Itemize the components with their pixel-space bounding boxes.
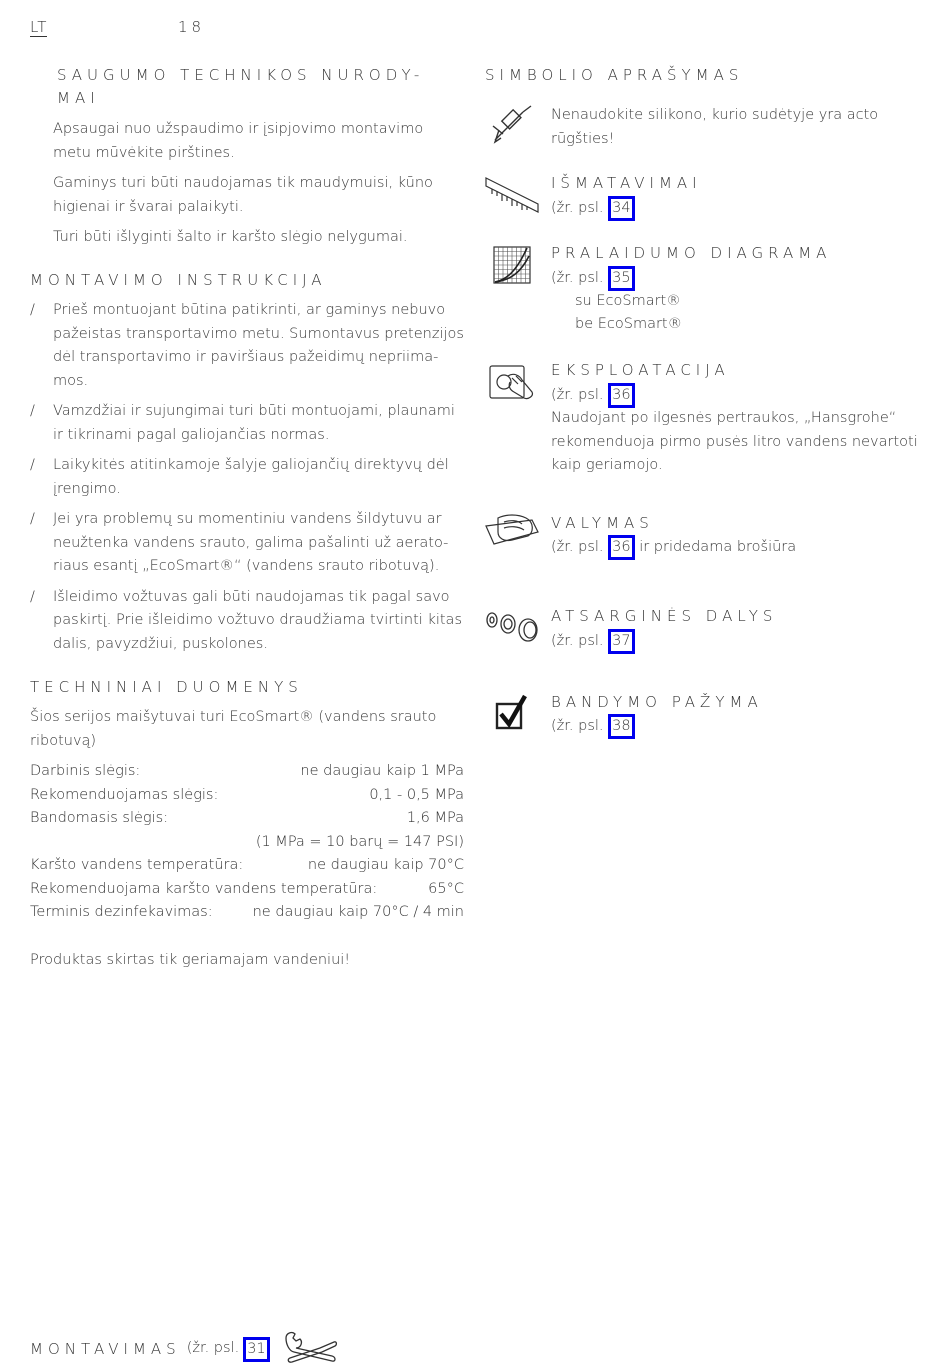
spare-parts-icon bbox=[484, 608, 542, 646]
slash-bullet: / bbox=[30, 457, 35, 473]
tech-table bbox=[30, 760, 464, 925]
dimensions-ref bbox=[551, 196, 635, 221]
installation-item-text: Išleidimo vožtuvas gali būti naudojamas tik pagal savo paskirtį. Prie išleidimo vožtuvo draudžiama tvirtinti kitas dalis, pavyzdžiui, puskolones. bbox=[53, 588, 462, 652]
silicone-warning: Nenaudokite silikono, kurio sudėtyje yra acto rūgšties! bbox=[551, 107, 879, 147]
cleaning-ref bbox=[551, 535, 796, 560]
cleaning-suffix: ir pridedama brošiūra bbox=[639, 539, 797, 555]
flow-with-ecosmart: su EcoSmart® bbox=[575, 293, 681, 309]
slash-bullet: / bbox=[30, 302, 35, 318]
installation-item bbox=[30, 299, 464, 393]
safety-paragraphs bbox=[53, 118, 453, 250]
test-page-link[interactable]: 38 bbox=[608, 714, 634, 739]
tech-row bbox=[30, 784, 464, 808]
ref-prefix: (žr. psl. bbox=[551, 270, 604, 286]
flow-diagram-icon bbox=[493, 246, 531, 284]
installation-item bbox=[30, 400, 464, 447]
flow-ref bbox=[551, 266, 635, 291]
flow-without-ecosmart: be EcoSmart® bbox=[575, 316, 683, 332]
installation-item-text: Laikykitės atitinkamoje šalyje galiojančių direktyvų dėl įrengimo. bbox=[53, 457, 449, 497]
installation-item bbox=[30, 508, 464, 579]
safety-title-line1: SAUGUMO TECHNIKOS NURODY- bbox=[57, 66, 425, 84]
tech-label: Rekomenduojamas slėgis: bbox=[30, 786, 219, 803]
parts-ref bbox=[551, 629, 635, 654]
tech-label: Darbinis slėgis: bbox=[30, 763, 141, 779]
tech-value: (1 MPa = 10 barų = 147 PSI) bbox=[255, 833, 464, 850]
tech-value: 0,1 - 0,5 MPa bbox=[369, 786, 464, 803]
tech-value: 65°C bbox=[428, 880, 464, 897]
safety-text-1: Apsaugai nuo užspaudimo ir įsipjovimo montavimo metu mūvėkite pirštines. bbox=[53, 121, 424, 161]
safety-text-2: Gaminys turi būti naudojamas tik maudymuisi, kūno higienai ir švarai palaikyti. bbox=[53, 175, 433, 215]
installation-item-text: Jei yra problemų su momentiniu vandens šildytuvu ar neužtenka vandens srauto, galima pašalinti už aerato-riaus esantį „EcoSmart®“ (vandens srauto ribotuvą). bbox=[53, 511, 449, 574]
tech-row bbox=[30, 760, 464, 784]
hand-cleaning-icon bbox=[484, 512, 540, 552]
tech-value: ne daugiau kaip 70°C / 4 min bbox=[252, 904, 464, 920]
ref-prefix: (žr. psl. bbox=[551, 718, 604, 734]
ref-prefix: (žr. psl. bbox=[551, 633, 604, 649]
operation-text: Naudojant po ilgesnės pertraukos, „Hansgrohe“ rekomenduoja pirmo pusės litro vandens nevartoti kaip geriamojo. bbox=[551, 410, 918, 473]
tech-value: ne daugiau kaip 1 MPa bbox=[300, 763, 464, 779]
cleaning-title: VALYMAS bbox=[551, 514, 654, 532]
tech-label: Karšto vandens temperatūra: bbox=[30, 857, 244, 873]
test-ref bbox=[551, 714, 635, 739]
safety-title-line2: MAI bbox=[57, 89, 100, 107]
symbols-title: SIMBOLIO APRAŠYMAS bbox=[485, 66, 744, 84]
tech-value: 1,6 MPa bbox=[406, 810, 464, 826]
installation-list bbox=[30, 299, 464, 656]
operation-title: EKSPLOATACIJA bbox=[551, 361, 730, 379]
ref-prefix: (žr. psl. bbox=[551, 200, 604, 216]
tech-intro: Šios serijos maišytuvai turi EcoSmart® (vandens srauto ribotuvą) bbox=[30, 709, 437, 749]
installation-item-text: Prieš montuojant būtina patikrinti, ar gaminys nebuvo pažeistas transportavimo metu. Sumontavus pretenzijos dėl transportavimo ir paviršiaus pažeidimų nepriima-mos. bbox=[53, 302, 464, 389]
tech-value: ne daugiau kaip 70°C bbox=[307, 857, 464, 873]
slash-bullet: / bbox=[30, 511, 35, 527]
dimensions-page-link[interactable]: 34 bbox=[608, 196, 634, 221]
installation-item bbox=[30, 454, 464, 501]
parts-title: ATSARGINĖS DALYS bbox=[551, 607, 778, 625]
tech-title: TECHNINIAI DUOMENYS bbox=[30, 678, 303, 696]
ruler-icon bbox=[484, 176, 540, 214]
language-code: LT bbox=[30, 18, 48, 36]
flow-title: PRALAIDUMO DIAGRAMA bbox=[551, 244, 832, 262]
tech-row bbox=[30, 854, 464, 878]
parts-page-link[interactable]: 37 bbox=[608, 629, 634, 654]
tech-row bbox=[30, 807, 464, 831]
safety-text-3: Turi būti išlyginti šalto ir karšto slėgio nelygumai. bbox=[53, 229, 408, 245]
footer-ref-prefix: (žr. psl. bbox=[186, 1340, 240, 1357]
operation-page-link[interactable]: 36 bbox=[608, 383, 634, 408]
footer-montage bbox=[30, 1330, 338, 1368]
tech-label: Terminis dezinfekavimas: bbox=[30, 904, 213, 920]
footer-page-link[interactable]: 31 bbox=[243, 1337, 269, 1362]
slash-bullet: / bbox=[30, 588, 35, 605]
installation-item bbox=[30, 586, 464, 657]
page-number: 18 bbox=[178, 18, 206, 36]
silicone-gun-icon bbox=[489, 104, 533, 144]
ref-prefix: (žr. psl. bbox=[551, 539, 604, 555]
footer-title: MONTAVIMAS bbox=[30, 1339, 181, 1358]
safety-title bbox=[57, 64, 424, 110]
ref-prefix: (žr. psl. bbox=[551, 387, 604, 403]
installation-item-text: Vamzdžiai ir sujungimai turi būti montuojami, plaunami ir tikrinami pagal galiojančias normas. bbox=[53, 403, 455, 443]
tech-label: Rekomenduojama karšto vandens temperatūra: bbox=[30, 880, 378, 897]
flow-page-link[interactable]: 35 bbox=[608, 266, 634, 291]
slash-bullet: / bbox=[30, 403, 35, 419]
hand-operating-handle-icon bbox=[488, 362, 536, 402]
dimensions-title: IŠMATAVIMAI bbox=[551, 174, 702, 192]
drinking-water-note: Produktas skirtas tik geriamajam vandeniui! bbox=[30, 952, 351, 968]
installation-title: MONTAVIMO INSTRUKCIJA bbox=[30, 271, 327, 289]
checkbox-tick-icon bbox=[495, 694, 529, 732]
tech-row bbox=[30, 831, 464, 855]
tech-row bbox=[30, 901, 464, 925]
operation-ref bbox=[551, 383, 635, 408]
tools-icon bbox=[282, 1330, 338, 1368]
tech-label: Bandomasis slėgis: bbox=[30, 810, 169, 826]
cleaning-page-link[interactable]: 36 bbox=[608, 535, 634, 560]
tech-row bbox=[30, 878, 464, 902]
test-title: BANDYMO PAŽYMA bbox=[551, 693, 763, 711]
